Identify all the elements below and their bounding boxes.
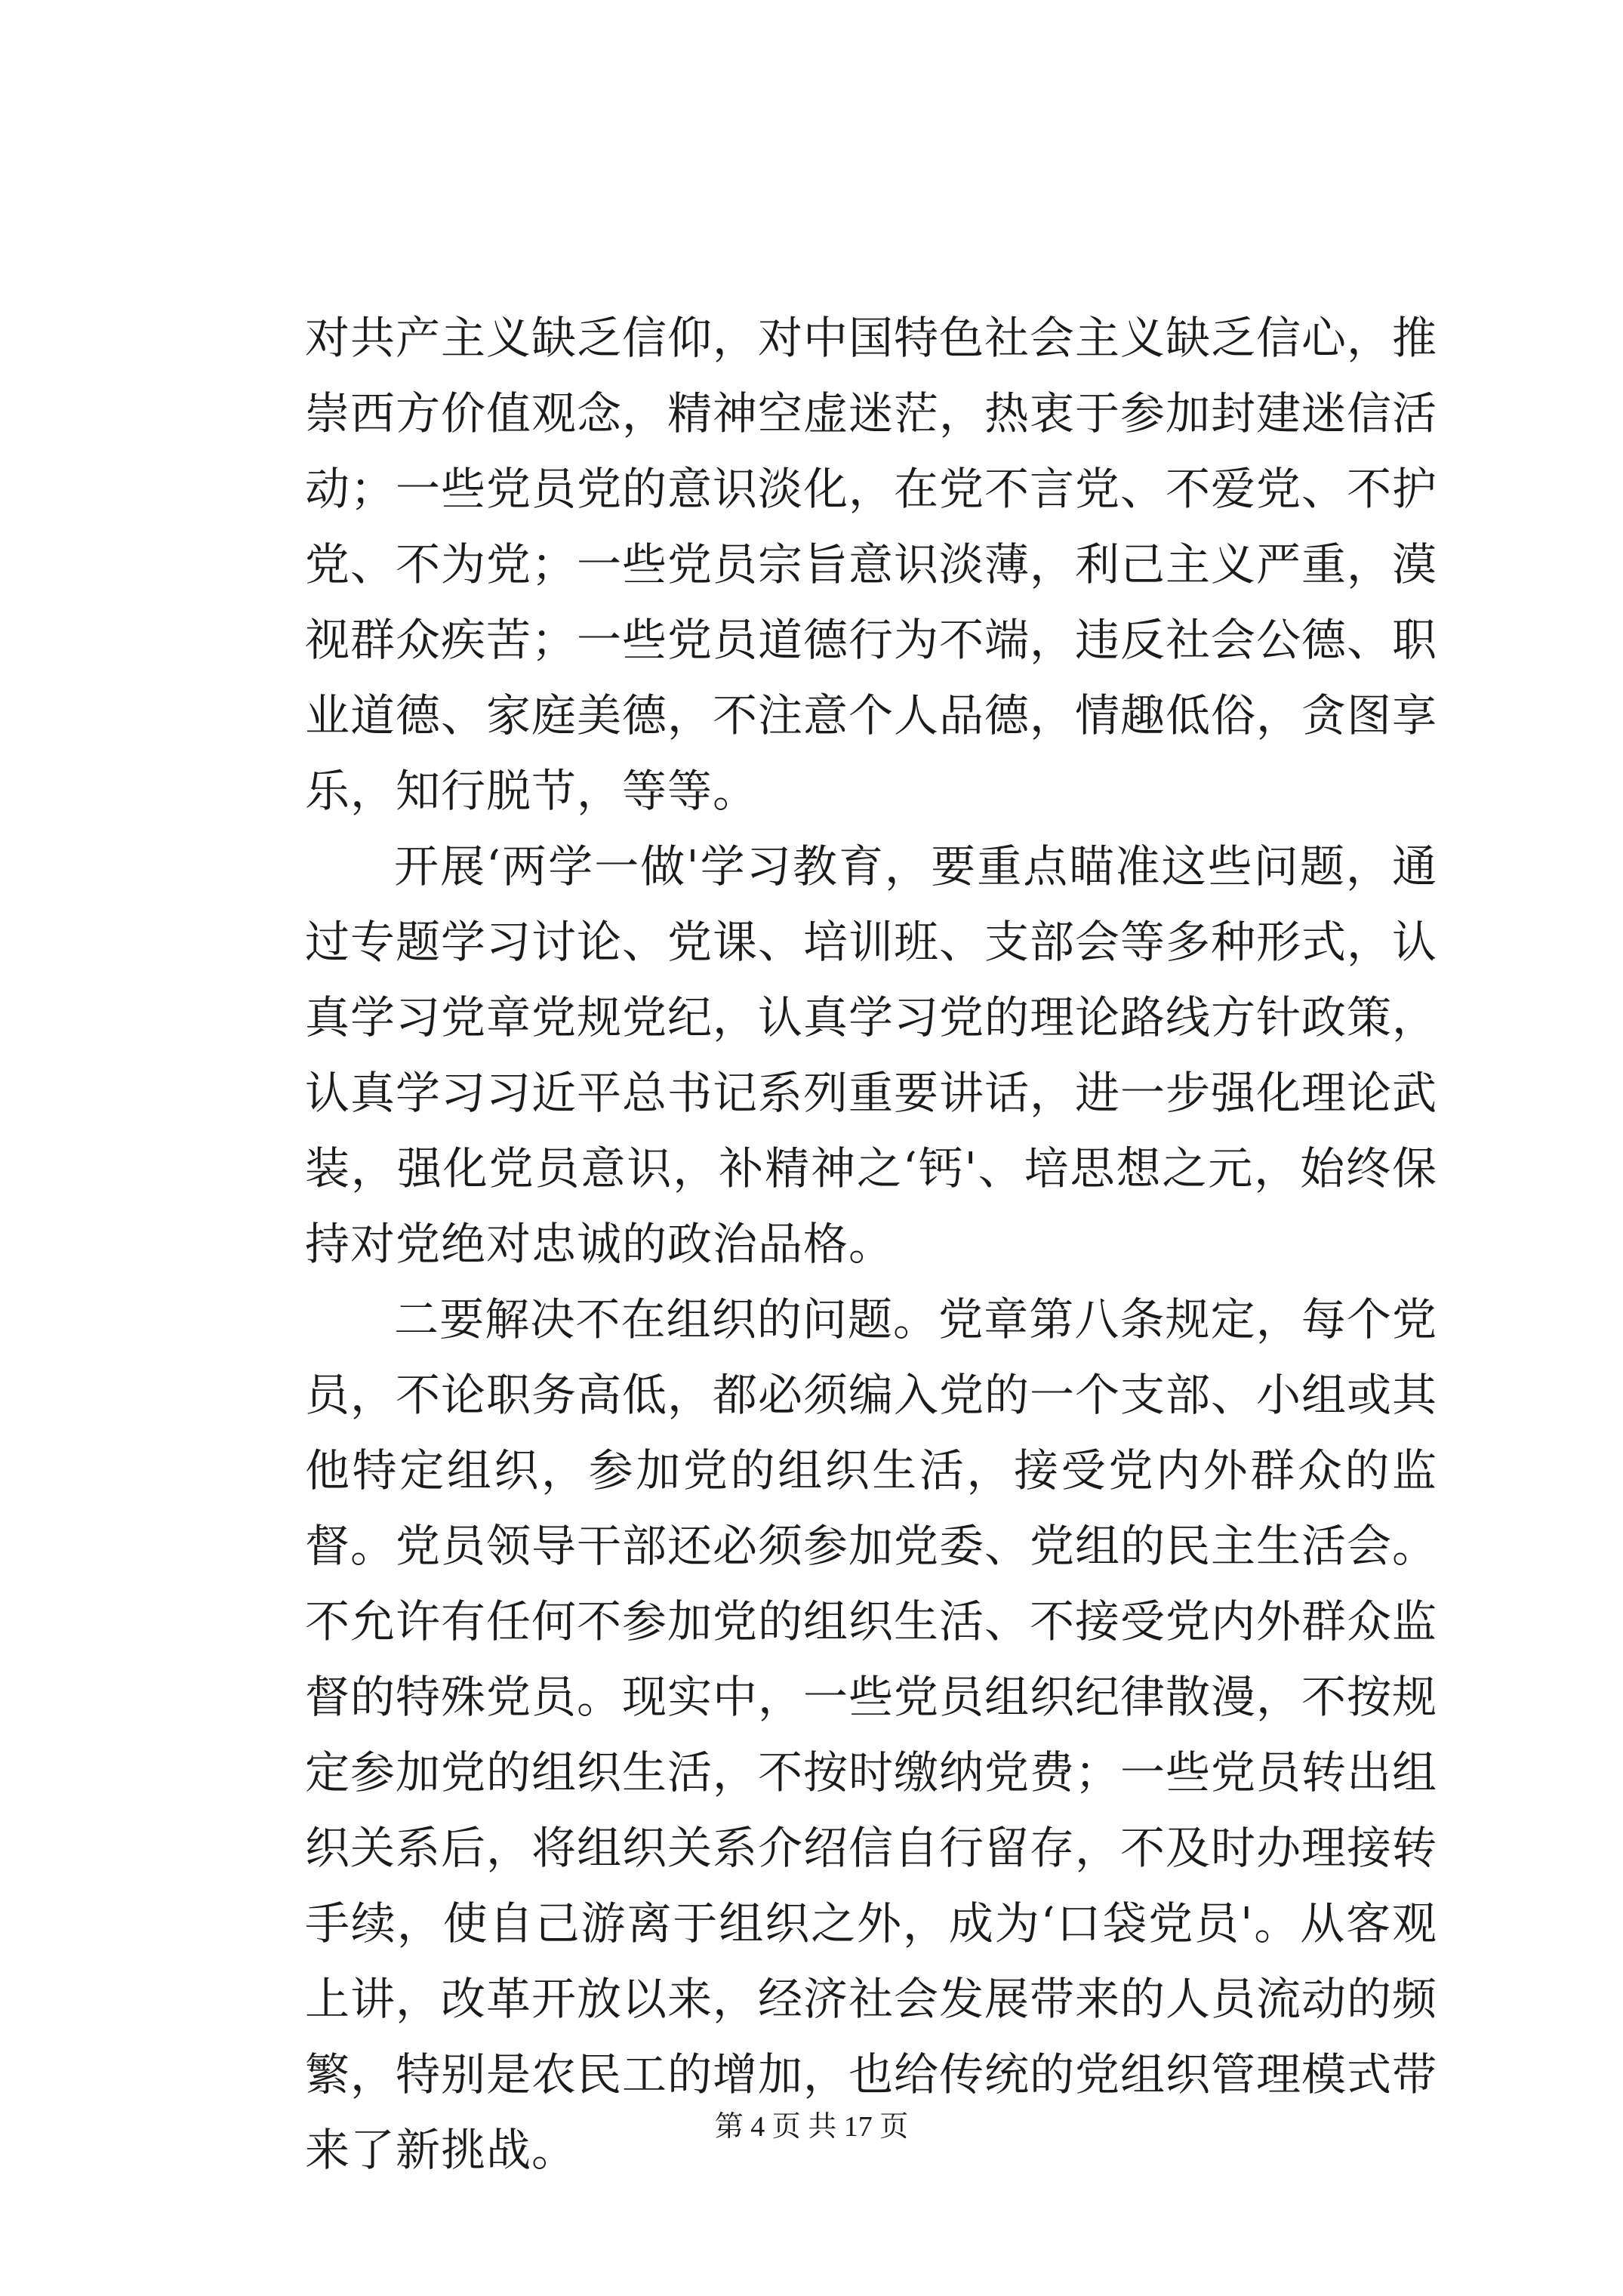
- paragraph-3: 二要解决不在组织的问题。党章第八条规定，每个党员，不论职务高低，都必须编入党的一个支部、小组或其他特定组织，参加党的组织生活，接受党内外群众的监督。党员领导干部还必须参加党委、党组的民主生活会。不允许有任何不参加党的组织生活、不接受党内外群众监督的特殊党员。现实中，一些党员组织纪律散漫，不按规定参加党的组织生活，不按时缴纳党费；一些党员转出组织关系后，将组织关系介绍信自行留存，不及时办理接转手续，使自己游离于组织之外，成为‘口袋党员'。从客观上讲，改革开放以来，经济社会发展带来的人员流动的频繁，特别是农民工的增加，也给传统的党组织管理模式带来了新挑战。: [305, 1293, 1438, 2176]
- paragraph-2: 开展‘两学一做'学习教育，要重点瞄准这些问题，通过专题学习讨论、党课、培训班、支部会等多种形式，认真学习党章党规党纪，认真学习党的理论路线方针政策，认真学习习近平总书记系列重要讲话，进一步强化理论武装，强化党员意识，补精神之‘钙'、培思想之元，始终保持对党绝对忠诚的政治品格。: [305, 840, 1438, 1270]
- page-number-label: 第 4 页 共 17 页: [714, 2111, 909, 2143]
- page-footer: [0, 2108, 1623, 2146]
- paragraph-1: 对共产主义缺乏信仰，对中国特色社会主义缺乏信心，推崇西方价值观念，精神空虚迷茫，热衷于参加封建迷信活动；一些党员党的意识淡化，在党不言党、不爱党、不护党、不为党；一些党员宗旨意识淡薄，利己主义严重，漠视群众疾苦；一些党员道德行为不端，违反社会公德、职业道德、家庭美德，不注意个人品德，情趣低俗，贪图享乐，知行脱节，等等。: [305, 312, 1438, 817]
- document-body: [305, 300, 1437, 2188]
